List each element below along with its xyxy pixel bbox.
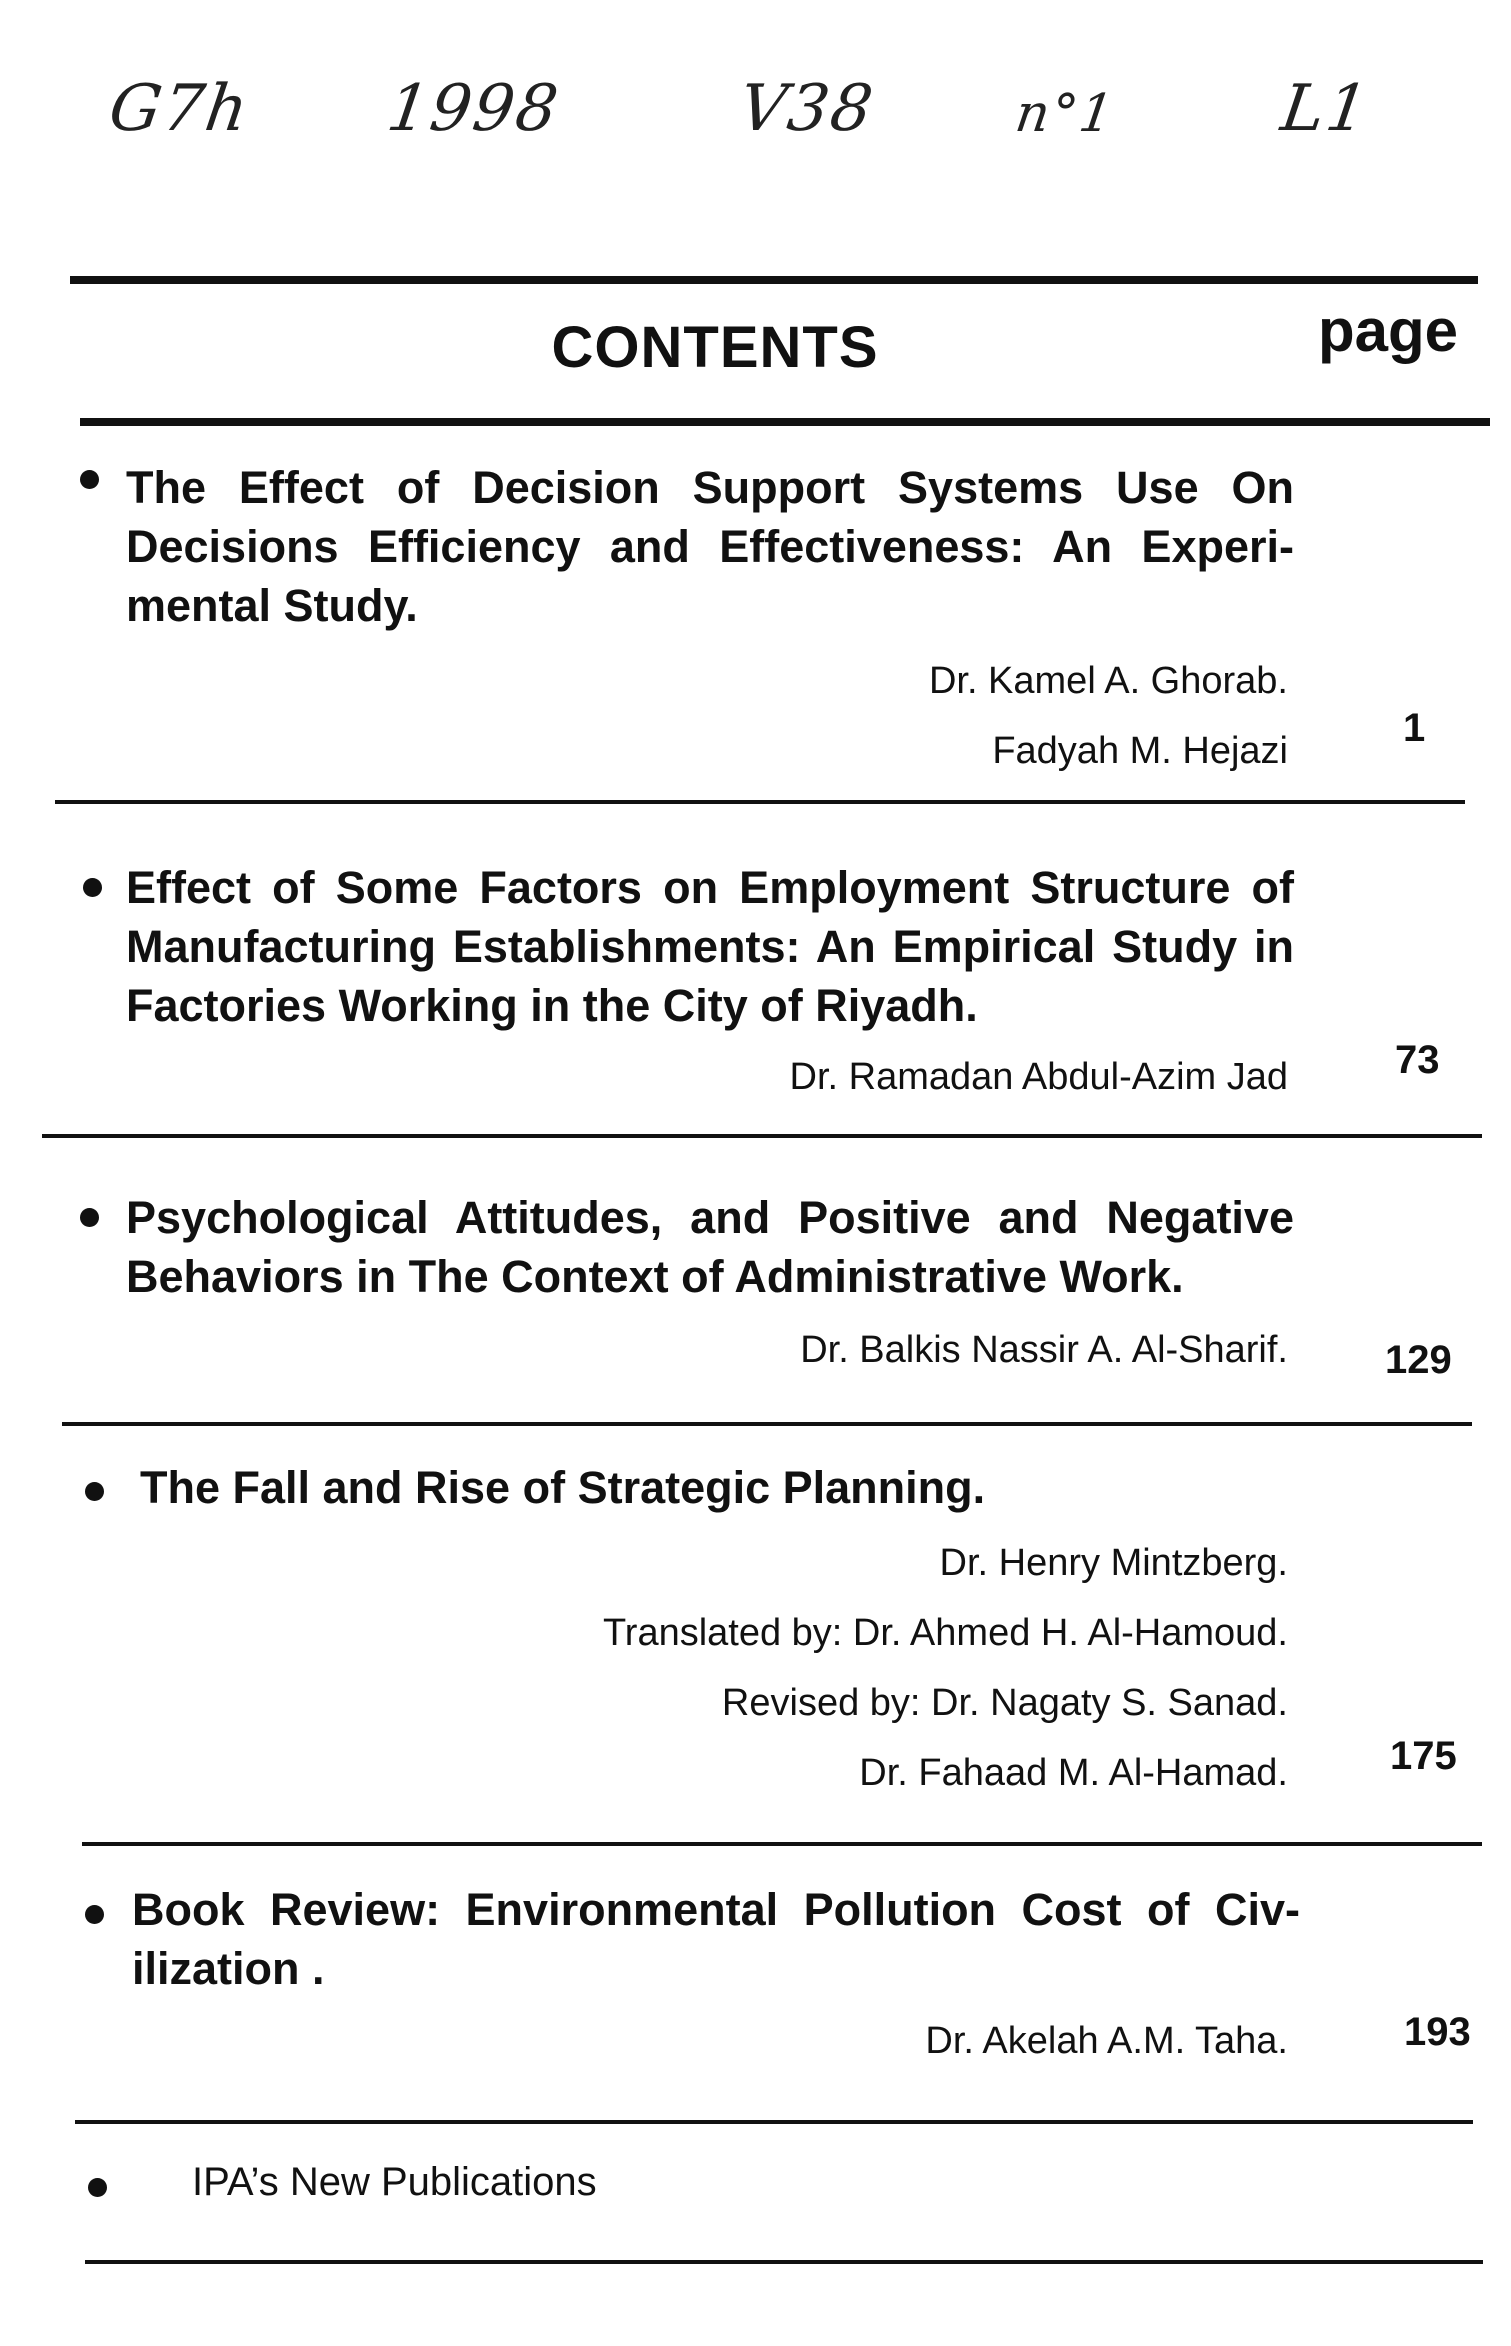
entry-title: The Fall and Rise of Strategic Planning. [140, 1462, 986, 1513]
page-column-label: page [1318, 297, 1459, 364]
entry-title: Book Review: Environmental Pollution Cost of Civ-ilization . [132, 1884, 1300, 1994]
entry-page-number: 193 [1404, 2010, 1471, 2054]
entry-author: Translated by: Dr. Ahmed H. Al-Hamoud. [602, 1612, 1288, 1654]
entry-page-number: 1 [1403, 706, 1426, 750]
entry-page-number: 129 [1385, 1338, 1452, 1382]
bullet-icon [85, 1905, 104, 1924]
entry-divider [82, 1842, 1482, 1846]
handwritten-note: n°1 [1011, 84, 1119, 144]
entry-divider [55, 800, 1465, 804]
entry-author: Dr. Kamel A. Ghorab. [928, 660, 1288, 702]
entry-page-number: 175 [1390, 1734, 1457, 1778]
bullet-icon [80, 1208, 99, 1227]
entry-title: Effect of Some Factors on Employment Structure of Manufacturing Establishments: An Empirical Study in Factories Working in the City of Riyadh. [126, 862, 1294, 1031]
entry-author: Dr. Ramadan Abdul-Azim Jad [789, 1056, 1288, 1098]
bullet-icon [88, 2178, 107, 2197]
header-bottom-rule [80, 418, 1490, 426]
handwritten-note: V38 [734, 72, 879, 146]
handwritten-notes [0, 0, 1511, 190]
new-publications-item: IPA’s New Publications [192, 2160, 597, 2204]
page-title: CONTENTS [551, 315, 879, 380]
entry-title: Psychological Attitudes, and Positive and Negative Behaviors in The Context of Administrative Work. [126, 1192, 1294, 1302]
footer-rule [85, 2260, 1483, 2264]
entry-divider [42, 1134, 1482, 1138]
bullet-icon [83, 878, 102, 897]
entry-divider [75, 2120, 1473, 2124]
entry-title: The Effect of Decision Support Systems Use On Decisions Efficiency and Effectiveness: An Experi-mental Study. [126, 462, 1294, 631]
header-top-rule [70, 276, 1478, 284]
entry-divider [62, 1422, 1472, 1426]
handwritten-note: 1998 [382, 72, 565, 146]
entry-author: Revised by: Dr. Nagaty S. Sanad. [721, 1682, 1288, 1724]
handwritten-note: G7h [104, 72, 255, 146]
entry-page-number: 73 [1395, 1038, 1440, 1082]
handwritten-note: L1 [1276, 72, 1375, 146]
bullet-icon [80, 470, 99, 489]
entry-author: Dr. Fahaad M. Al-Hamad. [859, 1752, 1288, 1794]
bullet-icon [85, 1482, 104, 1501]
entry-author: Fadyah M. Hejazi [992, 730, 1288, 772]
entry-author: Dr. Henry Mintzberg. [939, 1542, 1288, 1584]
entry-author: Dr. Akelah A.M. Taha. [925, 2020, 1288, 2062]
entry-author: Dr. Balkis Nassir A. Al-Sharif. [800, 1329, 1288, 1371]
